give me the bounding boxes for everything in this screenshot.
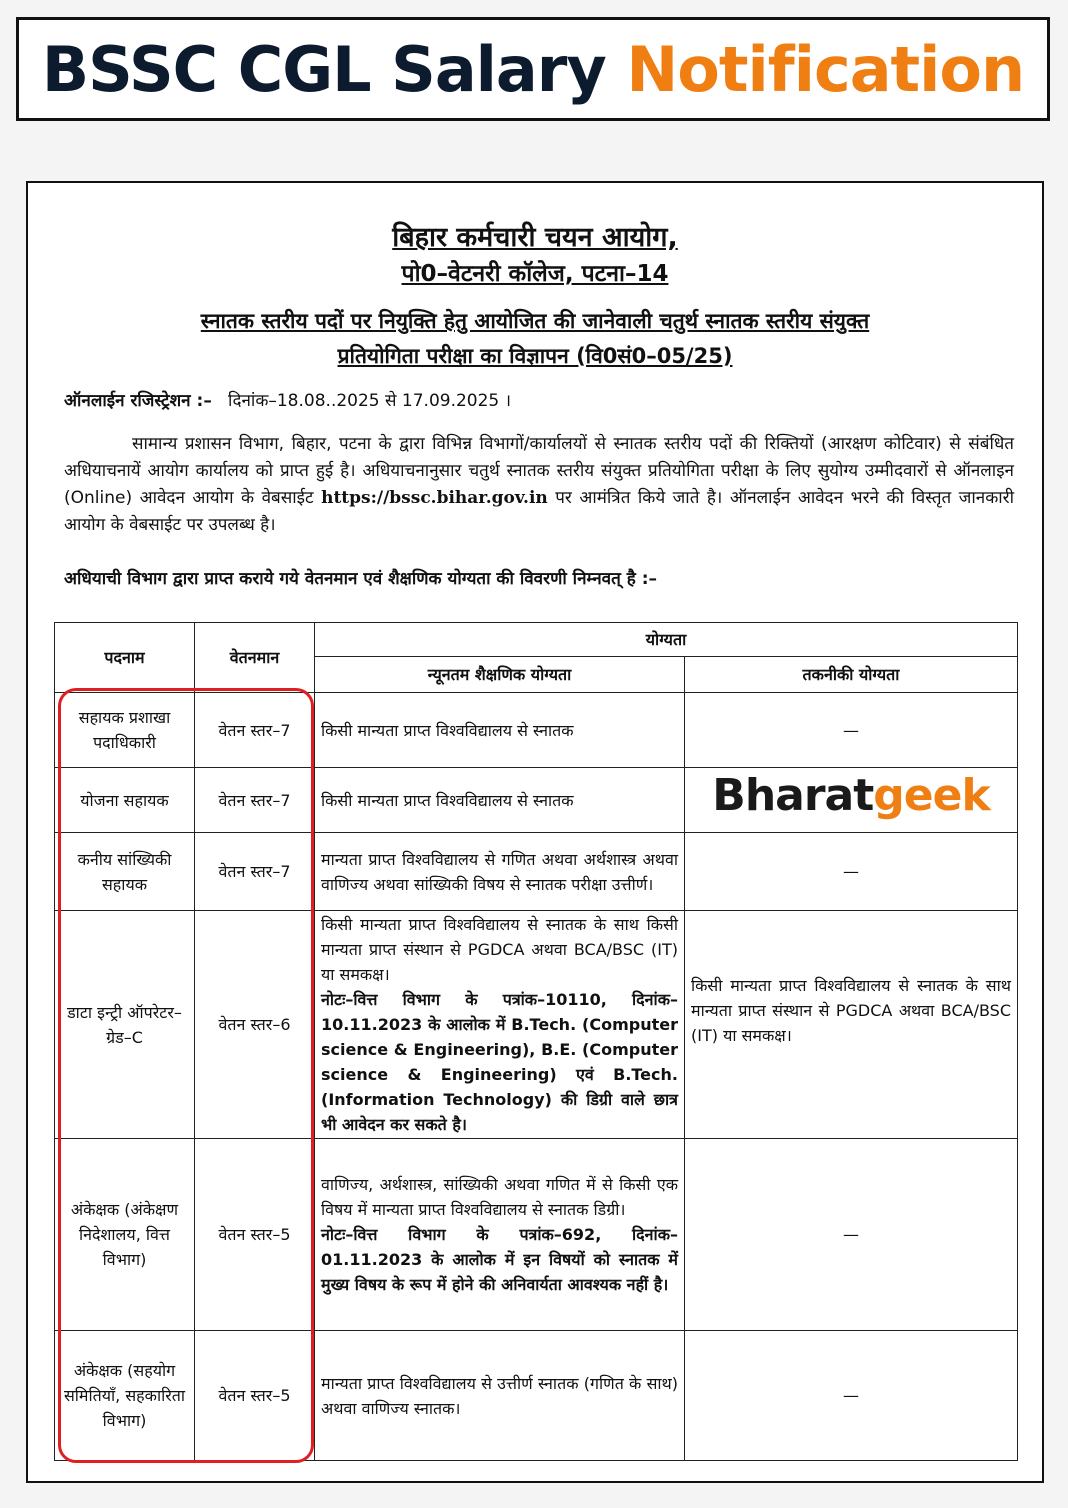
cell-pay: वेतन स्तर–7 [195,833,315,911]
cell-post: सहायक प्रशाखा पदाधिकारी [55,693,195,768]
bharatgeek-logo [712,770,989,821]
header-post: पदनाम [55,623,195,693]
registration-date-range: दिनांक–18.08..2025 से 17.09.2025 । [228,391,512,411]
education-note: नोटः–वित्त विभाग के पत्रांक–10110, दिनांक–10.11.2023 के आलोक में B.Tech. (Computer science & Engineering), B.E. (Computer science & Engineering) एवं B.Tech. (Information Technology) की डिग्री वाले छात्र भी आवेदन कर सकते है। [321,990,678,1134]
header-min-education: न्यूनतम शैक्षणिक योग्यता [315,657,685,693]
logo-part1: Bharat [712,770,874,821]
notice-paragraph [64,431,1014,539]
banner-title-accent: Notification [626,32,1025,106]
header-qualification: योग्यता [315,623,1018,657]
cell-education: मान्यता प्राप्त विश्वविद्यालय से गणित अथवा अर्थशास्त्र अथवा वाणिज्य अथवा सांख्यिकी विषय से स्नातक परीक्षा उत्तीर्ण। [315,833,685,911]
education-text: वाणिज्य, अर्थशास्त्र, सांख्यिकी अथवा गणित में से किसी एक विषय में मान्यता प्राप्त विश्वविद्यालय से स्नातक डिग्री। [321,1175,678,1219]
cell-post: कनीय सांख्यिकी सहायक [55,833,195,911]
cell-education [315,911,685,1139]
cell-pay: वेतन स्तर–7 [195,693,315,768]
table-row [55,1139,1018,1331]
cell-education: किसी मान्यता प्राप्त विश्वविद्यालय से स्नातक [315,768,685,833]
cell-post: डाटा इन्ट्री ऑपरेटर–ग्रेड–C [55,911,195,1139]
cell-technical: किसी मान्यता प्राप्त विश्वविद्यालय से स्नातक के साथ मान्यता प्राप्त संस्थान से PGDCA अथवा BCA/BSC (IT) या समकक्ष। [685,911,1018,1139]
cell-education [315,1139,685,1331]
cell-education: किसी मान्यता प्राप्त विश्वविद्यालय से स्नातक [315,693,685,768]
header-pay: वेतनमान [195,623,315,693]
registration-dates [64,388,511,411]
cell-pay: वेतन स्तर–7 [195,768,315,833]
posts-table [54,622,1018,1461]
table-row [55,911,1018,1139]
cell-technical: — [685,1139,1018,1331]
table-row [55,833,1018,911]
cell-pay: वेतन स्तर–5 [195,1331,315,1461]
paragraph-text-1: सामान्य प्रशासन विभाग, बिहार, पटना के द्वारा विभिन्न विभागों/कार्यालयों से स्नातक स्तरीय पदों की रिक्तियों (आरक्षण कोटिवार) से संबंधित अधियाचनायें आयोग कार्यालय को प्राप्त हुई है। अधियाचनानुसार चतुर्थ स्नातक स्तरीय संयुक्त प्रतियोगिता परीक्षा के लिए सुयोग्य उम्मीदवारों से ऑनलाइन (Online) आवेदन आयोग के वेबसाईट [64,434,1014,508]
cell-post: योजना सहायक [55,768,195,833]
cell-technical: — [685,833,1018,911]
cell-pay: वेतन स्तर–5 [195,1139,315,1331]
header-technical: तकनीकी योग्यता [685,657,1018,693]
cell-technical: — [685,693,1018,768]
table-intro-line: अधियाची विभाग द्वारा प्राप्त कराये गये वेतनमान एवं शैक्षणिक योग्यता की विवरणी निम्नवत् है :– [64,569,657,589]
notification-document [26,181,1044,1483]
education-text: किसी मान्यता प्राप्त विश्वविद्यालय से स्नातक के साथ किसी मान्यता प्राप्त संस्थान से PGDCA अथवा BCA/BSC (IT) या समकक्ष। [321,915,678,984]
cell-post: अंकेक्षक (सहयोग समितियाँ, सहकारिता विभाग) [55,1331,195,1461]
table-header-row [55,623,1018,657]
table-row [55,1331,1018,1461]
cell-post: अंकेक्षक (अंकेक्षण निदेशालय, वित्त विभाग) [55,1139,195,1331]
commission-name: बिहार कर्मचारी चयन आयोग, [392,222,678,253]
title-banner [16,17,1050,121]
education-note: नोटः–वित्त विभाग के पत्रांक–692, दिनांक– 01.11.2023 के आलोक में इन विषयों को स्नातक में मुख्य विषय के रूप में होने की अनिवार्यता आवश्यक नहीं है। [321,1225,678,1294]
registration-label: ऑनलाईन रजिस्ट्रेशन :– [64,391,212,411]
cell-technical-watermark [685,768,1018,833]
paragraph-text-2: पर आमंत्रित किये जाते है। ऑनलाईन आवेदन भरने की विस्तृत जानकारी आयोग के वेबसाईट पर उपलब्ध है। [64,488,1015,535]
banner-title [42,33,1024,106]
banner-title-main: BSSC CGL Salary [41,32,606,106]
table-row [55,768,1018,833]
cell-technical: — [685,1331,1018,1461]
cell-pay: वेतन स्तर–6 [195,911,315,1139]
commission-address: पो0–वेटनरी कॉलेज, पटना–14 [401,261,669,287]
table-row [55,693,1018,768]
advertisement-title-line2: प्रतियोगिता परीक्षा का विज्ञापन (वि0सं0–05/25) [337,344,733,368]
cell-education: मान्यता प्राप्त विश्वविद्यालय से उत्तीर्ण स्नातक (गणित के साथ) अथवा वाणिज्य स्नातक। [315,1331,685,1461]
website-link[interactable]: https://bssc.bihar.gov.in [321,488,548,508]
advertisement-title-line1: स्नातक स्तरीय पदों पर नियुक्ति हेतु आयोजित की जानेवाली चतुर्थ स्नातक स्तरीय संयुक्त [200,309,870,333]
logo-part2: geek [873,770,990,821]
